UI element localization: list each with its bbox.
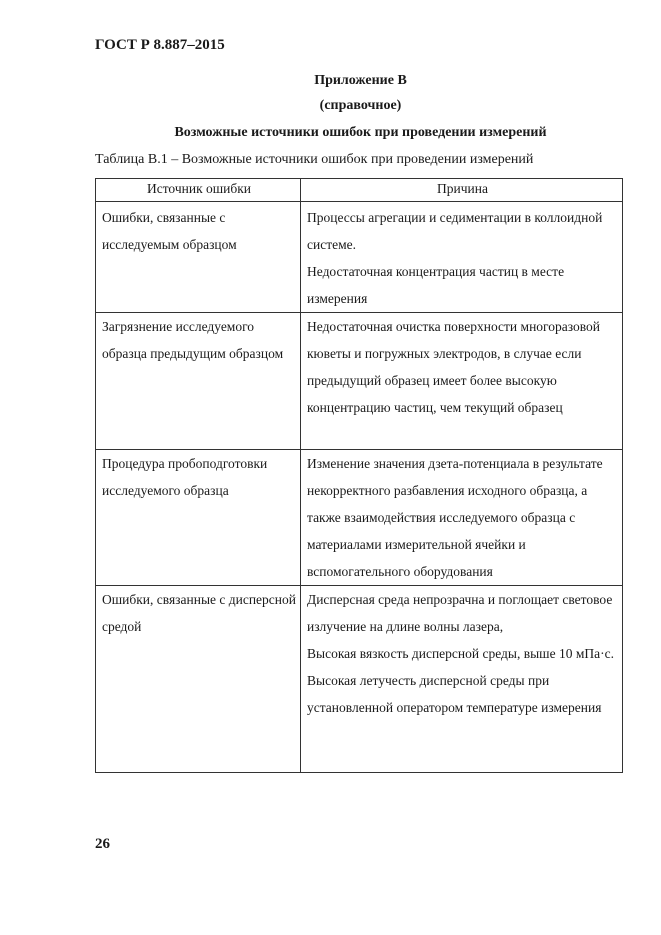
error-sources-table	[95, 178, 623, 773]
header-cause: Причина	[301, 179, 623, 202]
cause-text: Изменение значения дзета-потенциала в результате некорректного разбавления исходного образца, а также взаимодействия исследуемого образца с материалами измерительной ячейки и вспомогательного оборудования	[307, 456, 603, 579]
table-header-row	[96, 179, 623, 202]
standard-number: ГОСТ Р 8.887–2015	[95, 37, 225, 53]
cause-text: Недостаточная очистка поверхности многоразовой кюветы и погружных электродов, в случае если предыдущий образец имеет более высокую концентрацию частиц, чем текущий образец	[307, 319, 600, 415]
table-row	[96, 586, 623, 773]
page-number: 26	[95, 836, 110, 852]
cause-text: Процессы агрегации и седиментации в коллоидной системе.	[307, 210, 603, 252]
source-cell: Ошибки, связанные с дисперсной средой	[96, 586, 301, 773]
appendix-kind: (справочное)	[319, 98, 402, 113]
source-cell: Процедура пробоподготовки исследуемого образца	[96, 450, 301, 586]
header-source: Источник ошибки	[96, 179, 301, 202]
cause-text: Недостаточная концентрация частиц в месте измерения	[307, 264, 565, 306]
cause-cell	[301, 313, 623, 450]
cause-text: Дисперсная среда непрозрачна и поглощает световое излучение на длине волны лазера,	[307, 592, 613, 634]
appendix-heading: Возможные источники ошибок при проведении измерений	[174, 125, 547, 140]
appendix-title: Приложение В	[314, 73, 407, 88]
source-cell: Загрязнение исследуемого образца предыдущим образцом	[96, 313, 301, 450]
table-row	[96, 313, 623, 450]
table-row	[96, 450, 623, 586]
cause-cell	[301, 202, 623, 313]
source-cell: Ошибки, связанные с исследуемым образцом	[96, 202, 301, 313]
cause-cell	[301, 586, 623, 773]
cause-text: Высокая летучесть дисперсной среды при установленной оператором температуре измерения	[307, 673, 602, 715]
table-row	[96, 202, 623, 313]
cause-text: Высокая вязкость дисперсной среды, выше 10 мПа·с.	[307, 646, 614, 661]
table-caption: Таблица В.1 – Возможные источники ошибок при проведении измерений	[95, 152, 534, 167]
cause-cell	[301, 450, 623, 586]
